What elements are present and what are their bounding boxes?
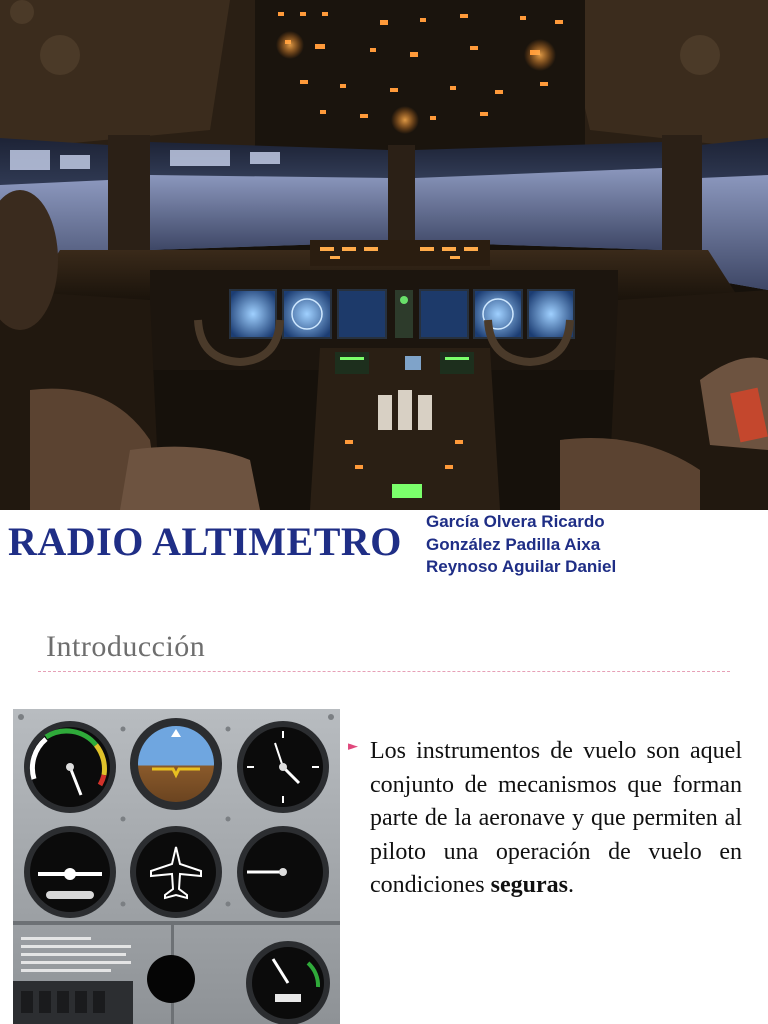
author-name: García Olvera Ricardo <box>426 512 605 531</box>
intro-paragraph <box>370 735 742 903</box>
cockpit-photo <box>0 0 768 510</box>
divider <box>38 671 730 672</box>
instrument-panel-photo <box>13 709 340 1024</box>
section-title: Introducción <box>46 630 206 663</box>
bullet-marker-icon: ► <box>348 739 358 754</box>
slide-title: RADIO ALTIMETRO <box>8 519 402 564</box>
intro-text: Los instrumentos de vuelo son aquel conjunto de mecanismos que forman parte de la aeronave y que permiten al piloto una operación de vuelo en condiciones <box>370 738 742 898</box>
intro-period: . <box>567 872 574 898</box>
intro-bold-word: seguras <box>490 872 568 898</box>
author-name: Reynoso Aguilar Daniel <box>426 557 617 576</box>
authors-list <box>426 511 616 579</box>
author-name: González Padilla Aixa <box>426 534 601 554</box>
